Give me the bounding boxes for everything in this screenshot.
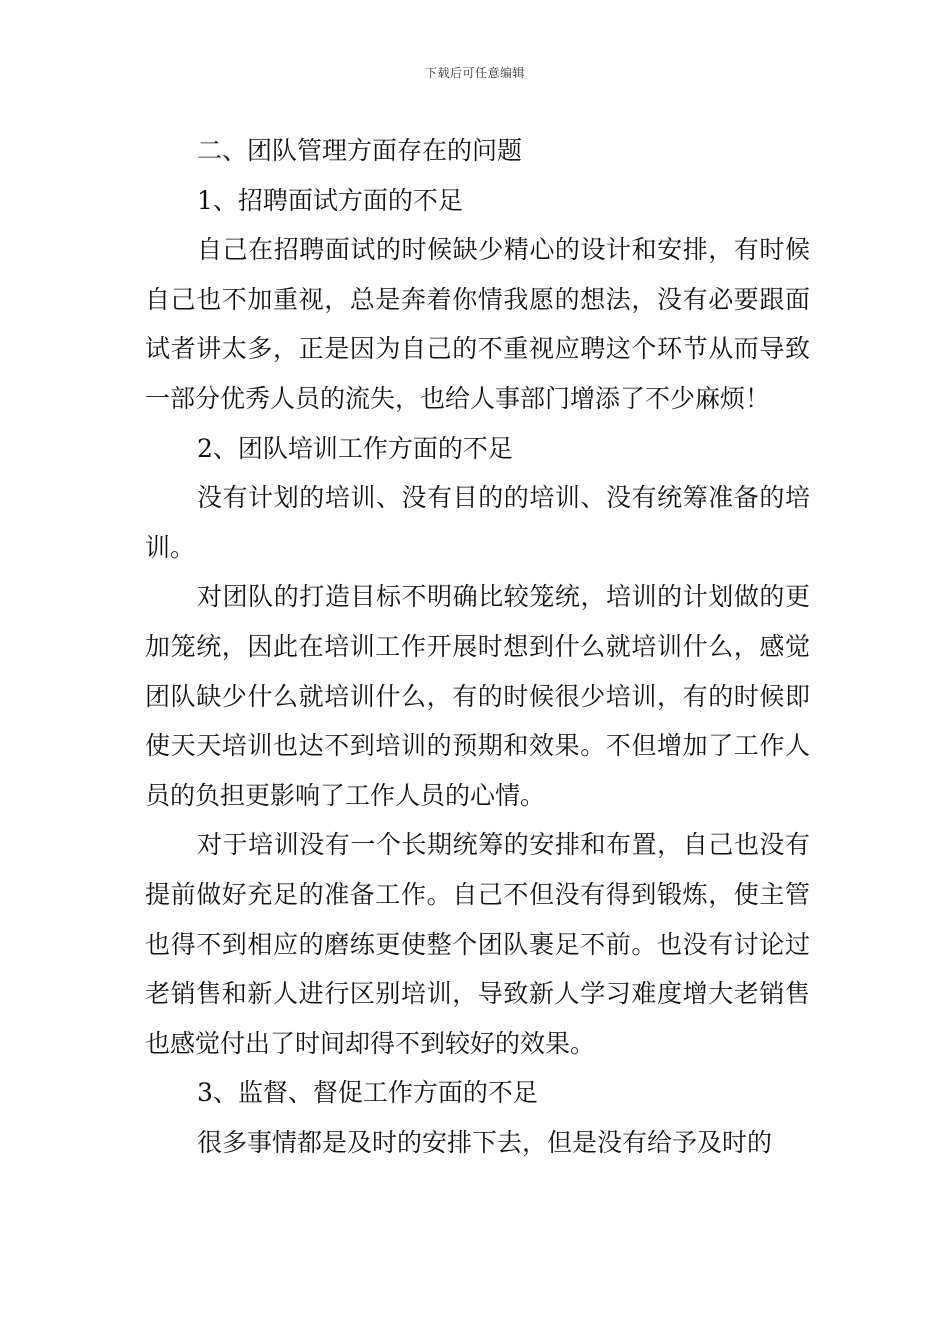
section-heading: 二、团队管理方面存在的问题 — [197, 136, 523, 165]
paragraph-training-3: 对于培训没有一个长期统筹的安排和布置，自己也没有提前做好充足的准备工作。自己不但没有得到锻炼，使主管也得不到相应的磨练更使整个团队裹足不前。也没有讨论过老销售和新人进行区别培训，导致新人学习难度增大老销售也感觉付出了时间却得不到较好的效果。 — [145, 830, 810, 1058]
document-body — [145, 126, 810, 1167]
paragraph-supervision: 很多事情都是及时的安排下去，但是没有给予及时的 — [197, 1127, 773, 1157]
subsection-heading-training: 2、团队培训工作方面的不足 — [197, 433, 513, 463]
paragraph-training-1: 没有计划的培训、没有目的的培训、没有统筹准备的培训。 — [145, 483, 810, 562]
subsection-heading-recruitment: 1、招聘面试方面的不足 — [197, 185, 463, 215]
paragraph-training-2: 对团队的打造目标不明确比较笼统，培训的计划做的更加笼统，因此在培训工作开展时想到什么就培训什么，感觉团队缺少什么就培训什么，有的时候很少培训，有的时候即使天天培训也达不到培训的预期和效果。不但增加了工作人员的负担更影响了工作人员的心情。 — [145, 582, 810, 810]
page-header-note: 下载后可任意编辑 — [424, 66, 525, 80]
subsection-heading-supervision: 3、监督、督促工作方面的不足 — [197, 1078, 538, 1108]
paragraph-recruitment: 自己在招聘面试的时候缺少精心的设计和安排，有时候自己也不加重视，总是奔着你情我愿的想法，没有必要跟面试者讲太多，正是因为自己的不重视应聘这个环节从而导致一部分优秀人员的流失，也给人事部门增添了不少麻烦！ — [145, 235, 810, 413]
